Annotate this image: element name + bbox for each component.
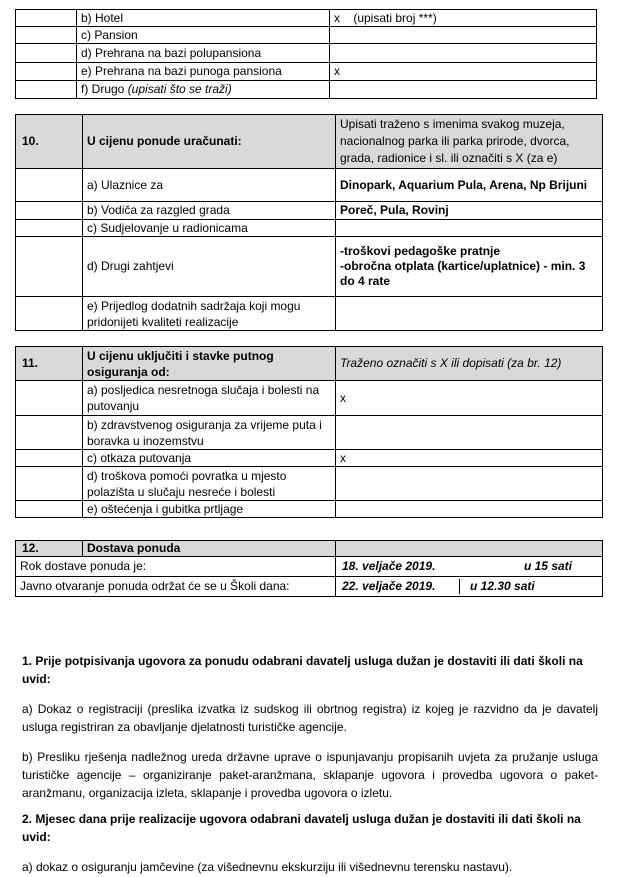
section-12-table: [15, 540, 603, 597]
section-number: 10.: [16, 115, 83, 169]
row-value: [330, 81, 597, 99]
value-line: -troškovi pedagoške pratnje: [340, 244, 501, 258]
row-label: d) troškova pomoći povratka u mjesto polazišta u slučaju nesreće i bolesti: [83, 467, 336, 501]
row-label: e) Prijedlog dodatnih sadržaja koji mogu pridonijeti kvaliteti realizacije: [83, 297, 336, 331]
table-row: [16, 10, 597, 27]
row-value: Poreč, Pula, Rovinj: [336, 202, 603, 220]
row-value: x (upisati broj ***): [330, 10, 597, 27]
note-paragraph-1b: b) Presliku rješenja nadležnog ureda državne uprave o ispunjavanju propisanih uvjeta za pružanje usluga turističke agencije – organiziranje paket-aranžmana, sklapanje ugovora i provedba ugovora o paket-aranžmanu, organizacija izleta, sklapanje i provedba ugovora o izletu.: [22, 750, 598, 800]
row-value: x: [336, 450, 603, 467]
opening-date: 22. veljače 2019.: [336, 579, 460, 594]
notes-section: [22, 652, 598, 876]
row-label: d) Prehrana na bazi polupansiona: [77, 44, 330, 63]
table-row: [16, 557, 603, 577]
table-row: [16, 237, 603, 297]
row-label: f) Drugo (upisati što se traži): [77, 81, 330, 99]
note-paragraph-1a: a) Dokaz o registraciji (preslika izvatka iz sudskog ili obrtnog registra) iz kojeg je razvidno da je davatelj usluga registriran za obavljanje djelatnosti turističke agencije.: [22, 702, 598, 734]
row-label: b) Vodiča za razgled grada: [83, 202, 336, 220]
table-row: [16, 416, 603, 450]
accommodation-table: [15, 9, 597, 99]
table-row: [16, 27, 597, 44]
row-value: [330, 44, 597, 63]
row-label: Javno otvaranje ponuda održat će se u Školi dana:: [16, 577, 336, 597]
row-label: a) Ulaznice za: [83, 169, 336, 202]
table-row: [16, 169, 603, 202]
row-label: d) Drugi zahtjevi: [83, 237, 336, 297]
row-value: [336, 467, 603, 501]
value-line: -obročna otplata (kartice/uplatnice) - min. 3 do 4 rate: [340, 259, 586, 288]
row-label: b) zdravstvenog osiguranja za vrijeme puta i boravka u inozemstvu: [83, 416, 336, 450]
table-row: [16, 220, 603, 237]
note-heading-2: 2. Mjesec dana prije realizacije ugovora odabrani davatelj usluga dužan je dostaviti ili dati školi na uvid:: [22, 812, 581, 844]
section-header-row: [16, 115, 603, 169]
row-label: c) Sudjelovanje u radionicama: [83, 220, 336, 237]
section-number: 12.: [16, 541, 83, 557]
row-label: Rok dostave ponuda je:: [16, 557, 336, 577]
table-row: [16, 501, 603, 518]
section-number: 11.: [16, 347, 83, 381]
table-row: [16, 297, 603, 331]
section-note: Traženo označiti s X ili dopisati (za br. 12): [336, 347, 603, 381]
row-value: [336, 237, 603, 297]
table-row: [16, 202, 603, 220]
opening-time: u 12.30 sati: [470, 579, 535, 593]
row-value: [336, 557, 603, 577]
section-header-row: [16, 347, 603, 381]
section-title: U cijenu uključiti i stavke putnog osiguranja od:: [83, 347, 336, 381]
row-value: Dinopark, Aquarium Pula, Arena, Np Brijuni: [336, 169, 603, 202]
row-value: [336, 416, 603, 450]
row-value: [336, 577, 603, 597]
section-title: U cijenu ponude uračunati:: [83, 115, 336, 169]
section-note: Upisati traženo s imenima svakog muzeja, nacionalnog parka ili parka prirode, dvorca, grada, radionice i sl. ili označiti s X (za e): [336, 115, 603, 169]
row-value: x: [330, 63, 597, 81]
deadline-time: u 15 sati: [523, 559, 572, 573]
section-header-row: [16, 541, 603, 557]
row-label: c) Pansion: [77, 27, 330, 44]
section-11-table: [15, 346, 603, 518]
table-row: [16, 63, 597, 81]
row-value: [336, 501, 603, 518]
table-row: [16, 381, 603, 416]
row-label: a) posljedica nesretnoga slučaja i bolesti na putovanju: [83, 381, 336, 416]
row-label: e) Prehrana na bazi punoga pansiona: [77, 63, 330, 81]
row-value: x: [336, 381, 603, 416]
row-label: b) Hotel: [77, 10, 330, 27]
row-value: [330, 27, 597, 44]
section-10-table: [15, 114, 603, 331]
deadline-date: 18. veljače 2019.: [342, 559, 436, 573]
table-row: [16, 467, 603, 501]
table-row: [16, 577, 603, 597]
table-row: [16, 450, 603, 467]
table-row: [16, 81, 597, 99]
section-title: Dostava ponuda: [83, 541, 336, 557]
row-value: [336, 297, 603, 331]
note-heading-1: 1. Prije potpisivanja ugovora za ponudu odabrani davatelj usluga dužan je dostaviti ili dati školi na uvid:: [22, 654, 583, 686]
row-label: c) otkaza putovanja: [83, 450, 336, 467]
note-paragraph-2a: a) dokaz o osiguranju jamčevine (za višednevnu ekskurziju ili višednevnu terensku nastavu).: [22, 860, 513, 874]
table-row: [16, 44, 597, 63]
row-label: e) oštećenja i gubitka prtljage: [83, 501, 336, 518]
row-value: [336, 220, 603, 237]
